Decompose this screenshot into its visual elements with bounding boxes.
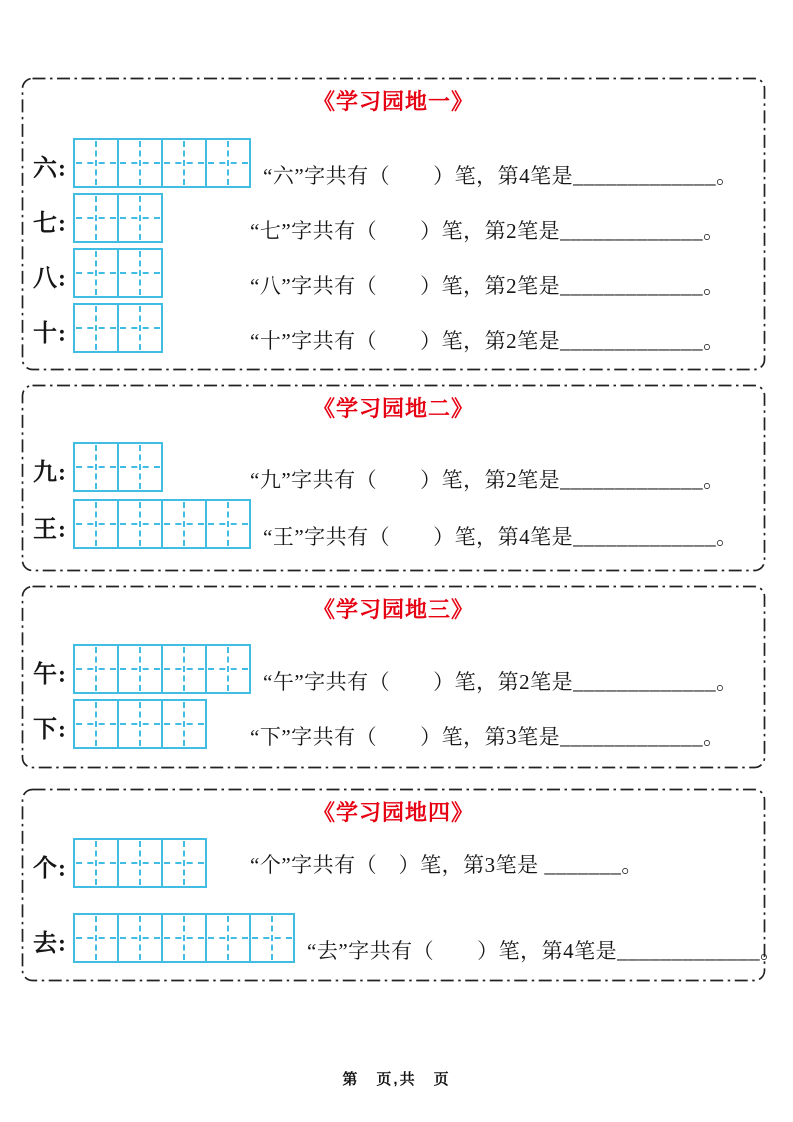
section-box [21, 585, 766, 769]
practice-cell [205, 646, 249, 692]
character-label: 八: [33, 265, 67, 292]
question-text: “王”字共有（ ）笔，第4笔是_____________。 [263, 525, 738, 550]
question-text: “去”字共有（ ）笔，第4笔是_____________。 [307, 939, 782, 964]
practice-row [21, 838, 766, 888]
character-label: 王: [33, 516, 67, 543]
character-label: 午: [33, 661, 67, 688]
practice-cell [249, 915, 293, 961]
section-title: 《学习园地三》 [312, 597, 474, 622]
practice-cell [75, 250, 117, 296]
character-label: 七: [33, 210, 67, 237]
practice-cell [75, 195, 117, 241]
practice-cell [205, 915, 249, 961]
practice-cell [117, 250, 161, 296]
section-title: 《学习园地一》 [312, 89, 474, 114]
practice-cell [75, 501, 117, 547]
practice-row [21, 442, 766, 492]
section-body [21, 644, 766, 749]
practice-cell [117, 195, 161, 241]
question-text: “六”字共有（ ）笔，第4笔是_____________。 [263, 164, 738, 189]
practice-cell [161, 915, 205, 961]
practice-row [21, 699, 766, 749]
practice-cell [75, 646, 117, 692]
practice-cell [117, 501, 161, 547]
character-label: 个: [33, 855, 67, 882]
practice-cell [117, 140, 161, 186]
practice-row [21, 644, 766, 694]
page-footer: 第 页,共 页 [342, 1071, 451, 1088]
practice-cell [75, 140, 117, 186]
practice-cell [117, 646, 161, 692]
practice-cell [75, 915, 117, 961]
practice-row [21, 248, 766, 298]
practice-cell [117, 915, 161, 961]
practice-row [21, 499, 766, 549]
question-text: “九”字共有（ ）笔，第2笔是_____________。 [250, 468, 725, 493]
practice-cell [161, 501, 205, 547]
question-text: “下”字共有（ ）笔，第3笔是_____________。 [250, 725, 725, 750]
character-label: 下: [33, 716, 67, 743]
practice-cell [161, 140, 205, 186]
practice-cell [161, 646, 205, 692]
character-label: 去: [33, 930, 67, 957]
tianzige-grid [73, 193, 163, 243]
tianzige-grid [73, 442, 163, 492]
section-box [21, 77, 766, 371]
section-title: 《学习园地二》 [312, 396, 474, 421]
section-body [21, 138, 766, 353]
section-box [21, 788, 782, 982]
practice-cell [75, 701, 117, 747]
practice-cell [205, 140, 249, 186]
practice-cell [117, 444, 161, 490]
question-text: “个”字共有（ ）笔，第3笔是 _______。 [250, 853, 643, 878]
practice-row [21, 138, 766, 188]
tianzige-grid [73, 699, 207, 749]
tianzige-grid [73, 644, 251, 694]
practice-cell [75, 444, 117, 490]
practice-cell [117, 701, 161, 747]
practice-cell [205, 501, 249, 547]
question-text: “七”字共有（ ）笔，第2笔是_____________。 [250, 219, 725, 244]
practice-row [21, 303, 766, 353]
practice-cell [161, 840, 205, 886]
section-body [21, 442, 766, 549]
practice-cell [117, 840, 161, 886]
tianzige-grid [73, 138, 251, 188]
section-title: 《学习园地四》 [312, 800, 474, 825]
tianzige-grid [73, 303, 163, 353]
question-text: “午”字共有（ ）笔，第2笔是_____________。 [263, 670, 738, 695]
tianzige-grid [73, 913, 295, 963]
question-text: “十”字共有（ ）笔，第2笔是_____________。 [250, 329, 725, 354]
tianzige-grid [73, 499, 251, 549]
practice-row [21, 193, 766, 243]
section-box [21, 384, 766, 572]
practice-cell [117, 305, 161, 351]
tianzige-grid [73, 838, 207, 888]
practice-cell [161, 701, 205, 747]
practice-cell [75, 305, 117, 351]
character-label: 十: [33, 320, 67, 347]
character-label: 九: [33, 459, 67, 486]
section-body [21, 838, 782, 964]
tianzige-grid [73, 248, 163, 298]
question-text: “八”字共有（ ）笔，第2笔是_____________。 [250, 274, 725, 299]
practice-row [21, 913, 782, 964]
character-label: 六: [33, 155, 67, 182]
practice-cell [75, 840, 117, 886]
